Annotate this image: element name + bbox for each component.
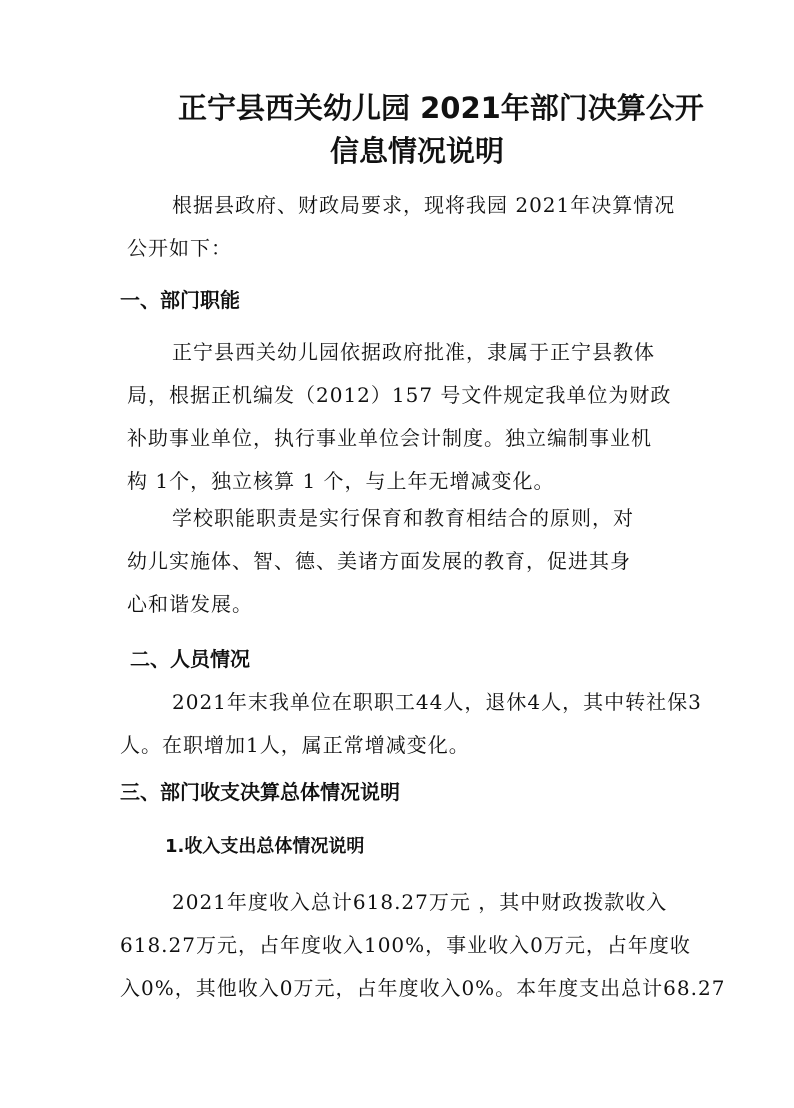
section-3-sub-1-line-1: 2021年度收入总计618.27万元 ，其中财政拨款收入 [172,890,668,914]
section-2-p1-line-2: 人。在职增加1人，属正常增减变化。 [120,733,470,757]
section-1-heading: 一、部门职能 [120,288,240,312]
section-3-sub-1-heading: 1.收入支出总体情况说明 [165,836,365,857]
section-1-p1-line-1: 正宁县西关幼儿园依据政府批准，隶属于正宁县教体 [172,340,655,364]
section-1-p2-line-2: 幼儿实施体、智、德、美诸方面发展的教育，促进其身 [127,549,631,573]
section-2-p1-line-1: 2021年末我单位在职职工44人，退休4人，其中转社保3 [172,690,702,714]
doc-title-line-2: 信息情况说明 [330,134,505,168]
intro-line-2: 公开如下： [127,236,232,260]
section-1-p2-line-3: 心和谐发展。 [127,592,253,616]
section-1-p1-line-2: 局，根据正机编发（2012）157 号文件规定我单位为财政 [127,383,672,407]
section-3-sub-1-line-3: 入0%，其他收入0万元，占年度收入0%。本年度支出总计68.27 [120,976,726,1000]
section-1-p1-line-3: 补助事业单位，执行事业单位会计制度。独立编制事业机 [127,426,652,450]
section-1-p1-line-4: 构 1个，独立核算 1 个，与上年无增减变化。 [127,469,555,493]
section-3-heading: 三、部门收支决算总体情况说明 [120,780,400,804]
section-1-p2-line-1: 学校职能职责是实行保育和教育相结合的原则，对 [172,506,634,530]
intro-line-1: 根据县政府、财政局要求，现将我园 2021年决算情况 [172,193,676,217]
doc-title-line-1: 正宁县西关幼儿园 2021年部门决算公开 [178,91,704,125]
section-3-sub-1-line-2: 618.27万元，占年度收入100%，事业收入0万元，占年度收 [120,933,691,957]
section-2-heading: 二、人员情况 [130,647,250,671]
